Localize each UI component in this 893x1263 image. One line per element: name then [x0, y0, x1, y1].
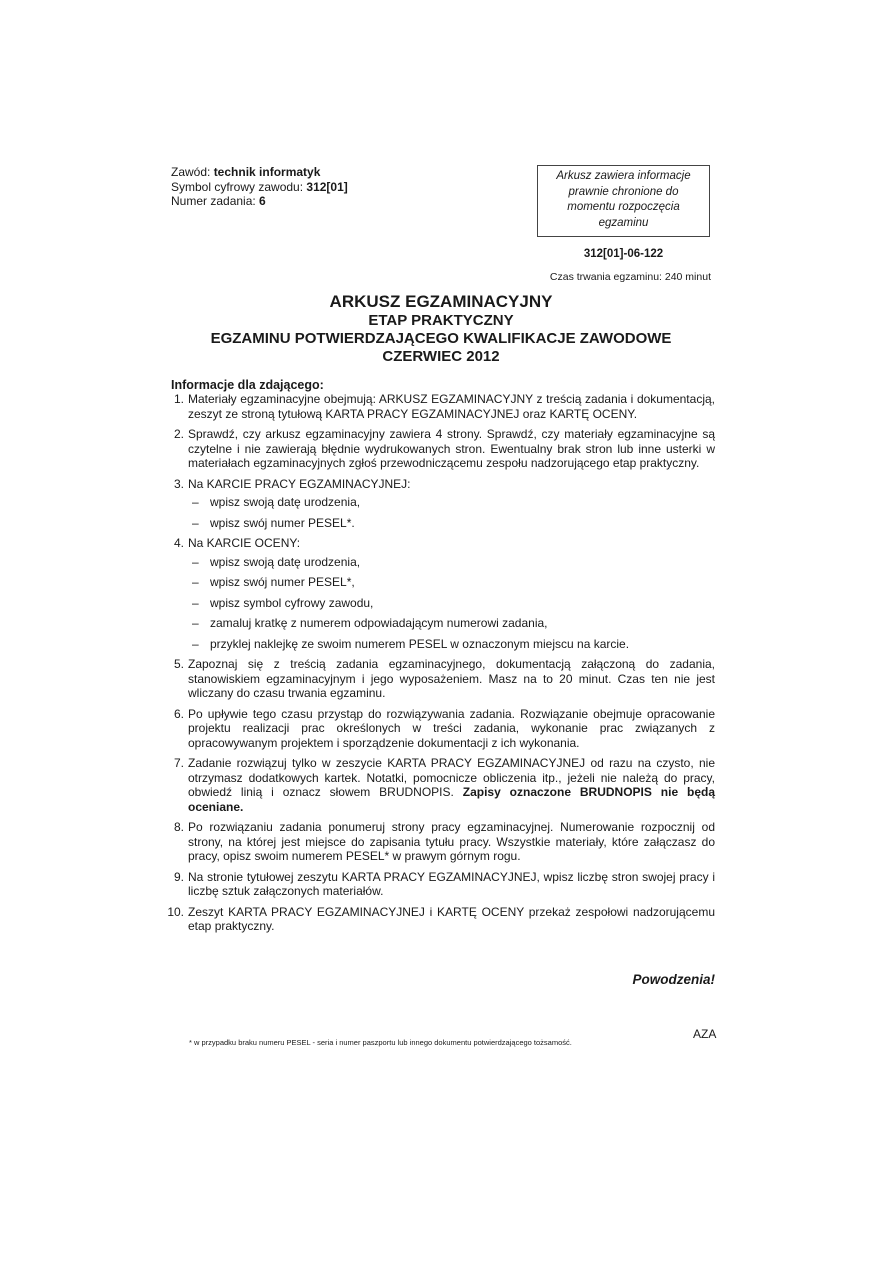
notice-line: prawnie chronione do [568, 185, 679, 198]
item-number: 7. [173, 756, 184, 770]
profession-label: Zawód: [171, 165, 214, 179]
item-text: Zeszyt KARTA PRACY EGZAMINACYJNEJ i KARTĘ OCENY przekaż zespołowi nadzorującemu etap praktyczny. [188, 904, 715, 933]
list-item [166, 657, 715, 701]
sub-item [188, 616, 715, 631]
item-number: 5. [173, 657, 184, 671]
task-value: 6 [259, 194, 266, 208]
item-text: Na KARCIE OCENY: [188, 536, 301, 550]
item-number: 2. [173, 427, 184, 441]
item-text: Materiały egzaminacyjne obejmują: ARKUSZ EGZAMINACYJNY z treścią zadania i dokumentacją, zeszyt ze stroną tytułową KARTA PRACY EGZAMINACYJNEJ oraz KARTĘ OCENY. [188, 392, 715, 421]
exam-code: 312[01]-06-122 [583, 248, 664, 260]
dash-marker: – [192, 616, 199, 630]
item-text: Zapoznaj się z treścią zadania egzaminacyjnego, dokumentacją załączoną do zadania, stanowiskiem egzaminacyjnym i jego wyposażeniem. Masz na to 20 minut. Czas ten nie jest wliczany do czasu trwania egzaminu. [188, 657, 715, 700]
sub-item-text: wpisz swój numer PESEL*. [210, 515, 355, 530]
aza-mark: AZA [693, 1027, 717, 1041]
date-title: CZERWIEC 2012 [382, 348, 500, 365]
item-number: 6. [173, 706, 184, 721]
task-label: Numer zadania: [171, 194, 260, 208]
sub-item [188, 495, 715, 510]
exam-title: EGZAMINU POTWIERDZAJĄCEGO KWALIFIKACJE ZAWODOWE [210, 330, 672, 347]
item-text: Zadanie rozwiązuj tylko w zeszycie KARTA PRACY EGZAMINACYJNEJ od razu na czysto, nie otrzymasz dodatkowych kartek. Notatki, pomocnicze obliczenia itp., jeżeli nie należą do pracy, obwiedź linią i oznacz słowem BRUDNOPIS. [188, 756, 715, 799]
stage-title: ETAP PRAKTYCZNY [368, 312, 514, 329]
item-number: 1. [173, 392, 184, 406]
main-title: ARKUSZ EGZAMINACYJNY [329, 292, 553, 311]
farewell-text: Powodzenia! [632, 972, 715, 987]
confidential-notice-box [537, 165, 710, 237]
notice-line: momentu rozpoczęcia [567, 201, 680, 213]
exam-meta [171, 165, 348, 209]
sub-list [188, 555, 715, 652]
task-line [171, 194, 348, 209]
sub-item [188, 575, 715, 590]
profession-value: technik informatyk [213, 165, 321, 179]
list-item [166, 905, 715, 934]
sub-list [188, 495, 715, 530]
item-text: Po upływie tego czasu przystąp do rozwiązywania zadania. Rozwiązanie obejmuje opracowanie projektu realizacji prac określonych w treści zadania, wykonanie prac związanych z opracowywanym projektem i sporządzenie dokumentacji z ich wykonania. [188, 706, 715, 750]
dash-marker: – [192, 495, 199, 509]
item-number: 4. [173, 536, 184, 550]
sub-item [188, 516, 715, 531]
symbol-value: 312[01] [306, 179, 348, 194]
list-item [166, 477, 715, 531]
list-item [166, 870, 715, 899]
list-item [166, 820, 715, 864]
sub-item-text: wpisz swoją datę urodzenia, [210, 554, 361, 569]
footnote: * w przypadku braku numeru PESEL - seria i numer paszportu lub innego dokumentu potwierdzającego tożsamość. [189, 1038, 572, 1047]
dash-marker: – [192, 515, 199, 530]
item-number: 3. [173, 476, 184, 491]
info-heading: Informacje dla zdającego: [171, 378, 324, 392]
dash-marker: – [192, 595, 199, 610]
sub-item [188, 555, 715, 570]
notice-line: egzaminu [598, 216, 649, 229]
sub-item-text: przyklej naklejkę ze swoim numerem PESEL w oznaczonym miejscu na karcie. [210, 636, 630, 651]
sub-item [188, 637, 715, 652]
sub-item-text: zamaluj kratkę z numerem odpowiadającym numerowi zadania, [210, 616, 548, 630]
dash-marker: – [192, 636, 199, 651]
item-text: Po rozwiązaniu zadania ponumeruj strony pracy egzaminacyjnej. Numerowanie rozpocznij od strony, na której jest miejsce do zapisania tytułu pracy. Wszystkie materiały, które załączasz do pracy, opisz swoim numerem PESEL* w prawym górnym rogu. [188, 820, 715, 863]
profession-line [171, 165, 348, 180]
title-block [171, 292, 711, 366]
sub-item-text: wpisz symbol cyfrowy zawodu, [210, 595, 374, 610]
symbol-line [171, 180, 348, 195]
instruction-list [166, 392, 715, 940]
sub-item-text: wpisz swój numer PESEL*, [210, 575, 355, 589]
item-number: 10. [167, 904, 184, 919]
list-item [166, 707, 715, 751]
sub-item [188, 596, 715, 611]
list-item [166, 536, 715, 651]
dash-marker: – [192, 575, 199, 589]
item-number: 8. [173, 820, 184, 834]
sub-item-text: wpisz swoją datę urodzenia, [210, 495, 361, 509]
list-item [166, 392, 715, 421]
item-text: Sprawdź, czy arkusz egzaminacyjny zawiera 4 strony. Sprawdź, czy materiały egzaminacyjne są czytelne i nie zawierają błędnie wydrukowanych stron. Ewentualny brak stron lub inne usterki w materiałach egzaminacyjnych zgłoś przewodniczącemu zespołu nadzorującego etap praktyczny. [188, 427, 715, 470]
symbol-label: Symbol cyfrowy zawodu: [171, 179, 307, 194]
item-text: Na stronie tytułowej zeszytu KARTA PRACY EGZAMINACYJNEJ, wpisz liczbę stron swojej pracy i liczbę sztuk załączonych materiałów. [188, 869, 715, 898]
item-bold-text: Zapisy oznaczone BRUDNOPIS nie będą oceniane. [188, 785, 716, 814]
item-number: 9. [173, 869, 184, 884]
exam-duration: Czas trwania egzaminu: 240 minut [549, 271, 711, 283]
list-item [166, 427, 715, 471]
dash-marker: – [192, 554, 199, 569]
item-text: Na KARCIE PRACY EGZAMINACYJNEJ: [188, 476, 411, 491]
list-item [166, 756, 715, 814]
notice-line: Arkusz zawiera informacje [556, 170, 691, 182]
